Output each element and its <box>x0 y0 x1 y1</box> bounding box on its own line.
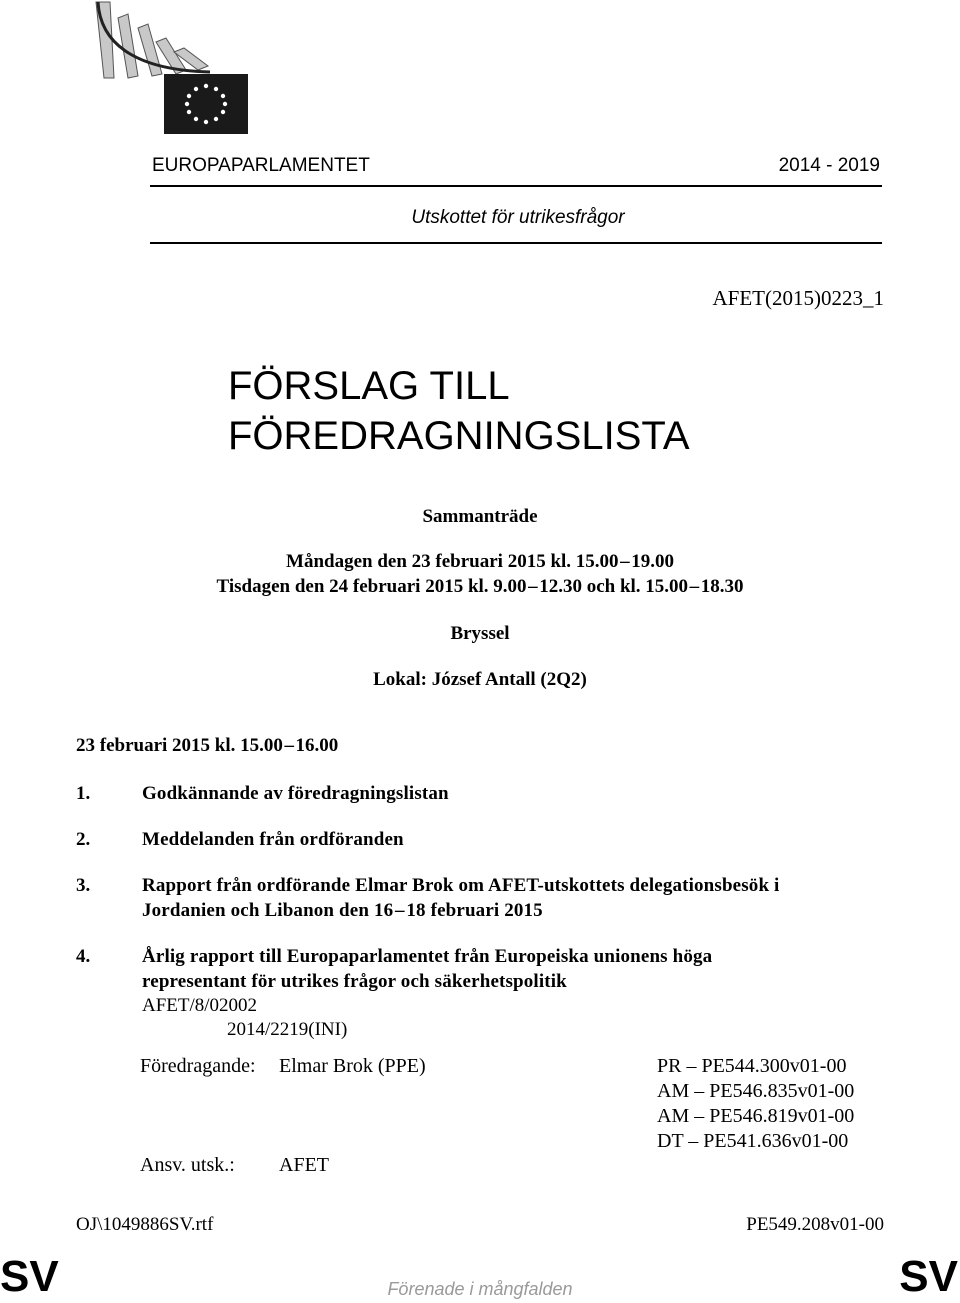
agenda-item-text: Meddelanden från ordföranden <box>142 829 404 850</box>
document-title-line1: FÖRSLAG TILL <box>228 364 510 408</box>
footer-language-right: SV <box>899 1252 958 1301</box>
procedure-reference: 2014/2219(INI) <box>227 1019 348 1040</box>
responsible-committee-label: Ansv. utsk.: <box>140 1154 235 1176</box>
agenda-item-number: 3. <box>76 875 91 896</box>
agenda-item-text: Godkännande av föredragningslistan <box>142 783 449 804</box>
committee-name: Utskottet för utrikesfrågor <box>411 207 625 228</box>
footer-document-number: PE549.208v01-00 <box>746 1214 884 1235</box>
document-reference: AFET(2015)0223_1 <box>712 286 884 310</box>
header-rule-top <box>150 185 882 187</box>
agenda-item-number: 1. <box>76 783 91 804</box>
agenda-item-text-line2: Jordanien och Libanon den 16 – 18 februari 2015 <box>142 900 543 921</box>
footer-motto: Förenade i mångfalden <box>387 1279 573 1299</box>
meeting-room: Lokal: József Antall (2Q2) <box>373 669 587 690</box>
document-list-item: AM – PE546.819v01-00 <box>657 1105 855 1127</box>
rapporteur-label: Föredragande: <box>140 1055 256 1077</box>
document-list-item: AM – PE546.835v01-00 <box>657 1080 855 1102</box>
agenda-item-text-line2: representant för utrikes frågor och säkerhetspolitik <box>142 971 567 992</box>
document-title-line2: FÖREDRAGNINGSLISTA <box>228 414 690 458</box>
agenda-item-text-line1: Rapport från ordförande Elmar Brok om AFET-utskottets delegationsbesök i <box>142 875 780 896</box>
institution-name: EUROPAPARLAMENTET <box>152 155 370 176</box>
parliamentary-term: 2014 - 2019 <box>778 155 880 176</box>
header-rule-bottom <box>150 242 882 244</box>
document-list-item: DT – PE541.636v01-00 <box>657 1130 849 1152</box>
agenda-item-text-line1: Årlig rapport till Europaparlamentet från Europeiska unionens höga <box>142 946 713 967</box>
procedure-code: AFET/8/02002 <box>142 995 258 1016</box>
meeting-date-2: Tisdagen den 24 februari 2015 kl. 9.00 – 12.30 och kl. 15.00 – 18.30 <box>216 576 744 597</box>
european-parliament-logo <box>90 0 260 135</box>
agenda-item-number: 2. <box>76 829 91 850</box>
footer-language-left: SV <box>0 1252 59 1301</box>
session-time: 23 februari 2015 kl. 15.00 – 16.00 <box>76 735 339 756</box>
meeting-date-1: Måndagen den 23 februari 2015 kl. 15.00 – 19.00 <box>286 551 674 572</box>
meeting-label: Sammanträde <box>422 506 538 527</box>
logo-graphic <box>90 0 260 135</box>
footer-file-name: OJ\1049886SV.rtf <box>76 1214 214 1235</box>
rapporteur-name: Elmar Brok (PPE) <box>279 1055 426 1077</box>
agenda-item-number: 4. <box>76 946 91 967</box>
responsible-committee: AFET <box>279 1154 329 1176</box>
meeting-city: Bryssel <box>450 623 510 644</box>
document-list-item: PR – PE544.300v01-00 <box>657 1055 847 1077</box>
